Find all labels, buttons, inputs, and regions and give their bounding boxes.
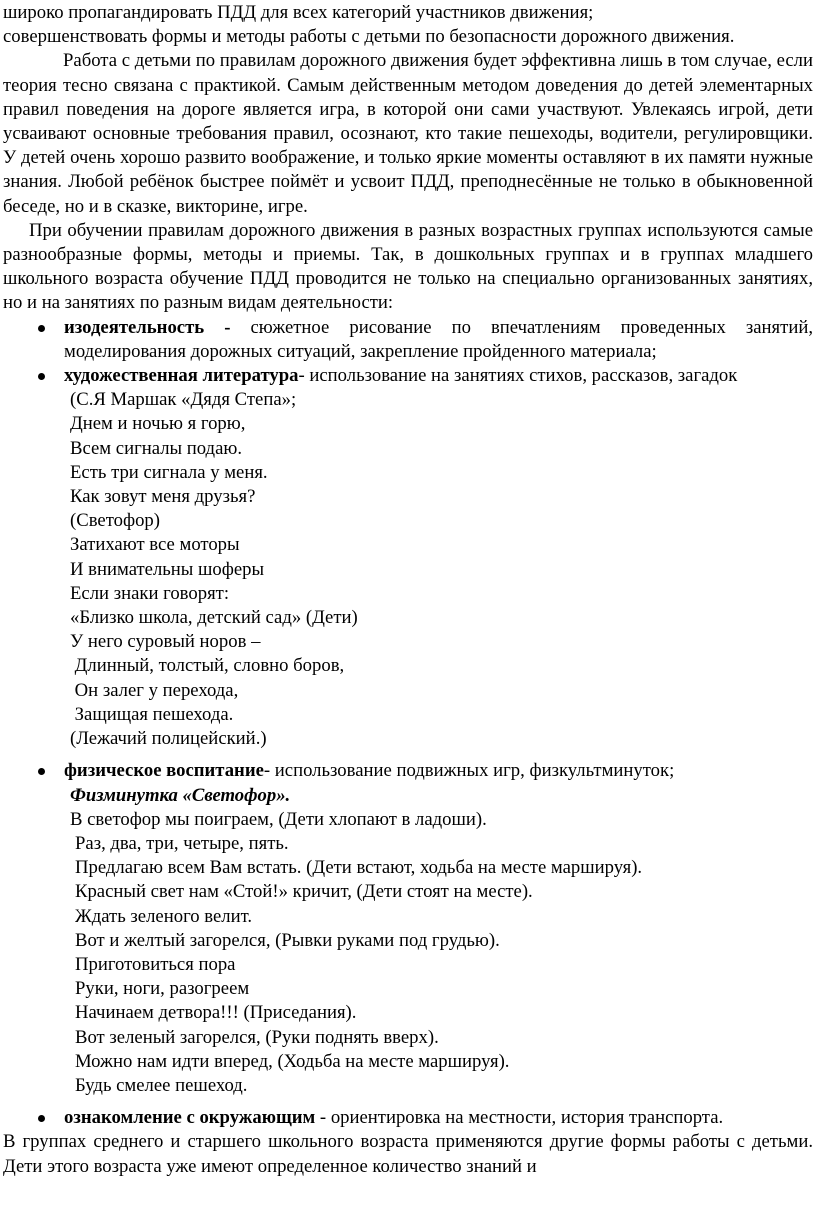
list-item-art: [3, 316, 813, 364]
exercise-line: Начинаем детвора!!! (Приседания).: [75, 1002, 357, 1024]
list-item-physical: [3, 759, 813, 1098]
exercise-line: Руки, ноги, разогреем: [75, 978, 250, 1000]
poem-line: Днем и ночью я горю,: [70, 413, 246, 435]
poem-line: (Светофор): [70, 510, 160, 532]
exercise-block: [64, 784, 813, 1099]
text-physical: - использование подвижных игр, физкультминуток;: [263, 760, 675, 782]
poem-line: У него суровый норов –: [70, 631, 261, 653]
text-literature: - использование на занятиях стихов, рассказов, загадок: [298, 365, 738, 387]
poem-line: Есть три сигнала у меня.: [70, 461, 268, 483]
poem-line: Если знаки говорят:: [70, 582, 230, 604]
bullet-icon: [38, 373, 45, 380]
poem-line: Затихают все моторы: [70, 534, 240, 556]
exercise-title: Физминутка «Светофор».: [70, 784, 291, 806]
poem-line: Защищая пешехода.: [70, 703, 234, 725]
poem-block: [64, 388, 813, 751]
term-art: изодеятельность -: [64, 316, 231, 338]
poem-line: Длинный, толстый, словно боров,: [70, 655, 345, 677]
exercise-line: Ждать зеленого велит.: [75, 905, 253, 927]
poem-line: (Лежачий полицейский.): [70, 728, 267, 750]
text-environment: - ориентировка на местности, история транспорта.: [315, 1107, 724, 1129]
exercise-line: В светофор мы поиграем, (Дети хлопают в ладоши).: [70, 808, 487, 830]
poem-line: (С.Я Маршак «Дядя Степа»;: [70, 389, 297, 411]
exercise-line: Приготовиться пора: [75, 953, 236, 975]
paragraph-forms-methods: При обучении правилам дорожного движения в разных возрастных группах используются самые разнообразные формы, методы и приемы. Так, в дошкольных группах и в группах младшего школьного возраста обучение ПДД проводится не только на специально организованных занятиях, но и на занятиях по разным видам деятельности:: [3, 219, 813, 314]
text-art: сюжетное рисование по впечатлениям проведенных занятий, моделирования дорожных ситуаций, закрепление пройденного материала;: [64, 316, 813, 362]
list-item-environment: [3, 1106, 813, 1130]
intro-line-1: широко пропагандировать ПДД для всех категорий участников движения;: [3, 2, 594, 23]
poem-line: Он залег у перехода,: [70, 679, 239, 701]
list-item-literature: [3, 364, 813, 751]
poem-line: Как зовут меня друзья?: [70, 486, 256, 508]
bullet-icon: [38, 768, 45, 775]
exercise-line: Раз, два, три, четыре, пять.: [75, 832, 289, 854]
bullet-icon: [38, 325, 45, 332]
activity-list: [3, 316, 813, 1131]
exercise-line: Вот зеленый загорелся, (Руки поднять вверх).: [75, 1026, 439, 1048]
bullet-icon: [38, 1115, 45, 1122]
poem-line: Всем сигналы подаю.: [70, 437, 242, 459]
term-physical: физическое воспитание: [64, 760, 264, 782]
exercise-line: Можно нам идти вперед, (Ходьба на месте маршируя).: [75, 1050, 510, 1072]
exercise-line: Предлагаю всем Вам встать. (Дети встают, ходьба на месте маршируя).: [75, 857, 643, 879]
intro-line-2: совершенствовать формы и методы работы с детьми по безопасности дорожного движения.: [3, 26, 735, 48]
exercise-line: Будь смелее пешеход.: [75, 1074, 248, 1096]
poem-line: И внимательны шоферы: [70, 558, 265, 580]
poem-line: «Близко школа, детский сад» (Дети): [70, 607, 358, 629]
paragraph-game-method: Работа с детьми по правилам дорожного движения будет эффективна лишь в том случае, если теория тесно связана с практикой. Самым действенным методом доведения до детей элементарных правил поведения на дороге является игра, в которой они сами участвуют. Увлекаясь игрой, дети усваивают основные требования правил, осознают, кто такие пешеходы, водители, регулировщики. У детей очень хорошо развито воображение, и только яркие моменты оставляют в их памяти нужные знания. Любой ребёнок быстрее поймёт и усвоит ПДД, преподнесённые не только в обыкновенной беседе, но и в сказке, викторине, игре.: [3, 50, 813, 217]
term-environment: ознакомление с окружающим: [64, 1107, 316, 1129]
paragraph-older-groups: В группах среднего и старшего школьного возраста применяются другие формы работы с детьми. Дети этого возраста уже имеют определенное количество знаний и: [3, 1131, 813, 1177]
term-literature: художественная литература: [64, 365, 299, 387]
exercise-line: Красный свет нам «Стой!» кричит, (Дети стоят на месте).: [75, 881, 533, 903]
exercise-line: Вот и желтый загорелся, (Рывки руками под грудью).: [75, 929, 500, 951]
